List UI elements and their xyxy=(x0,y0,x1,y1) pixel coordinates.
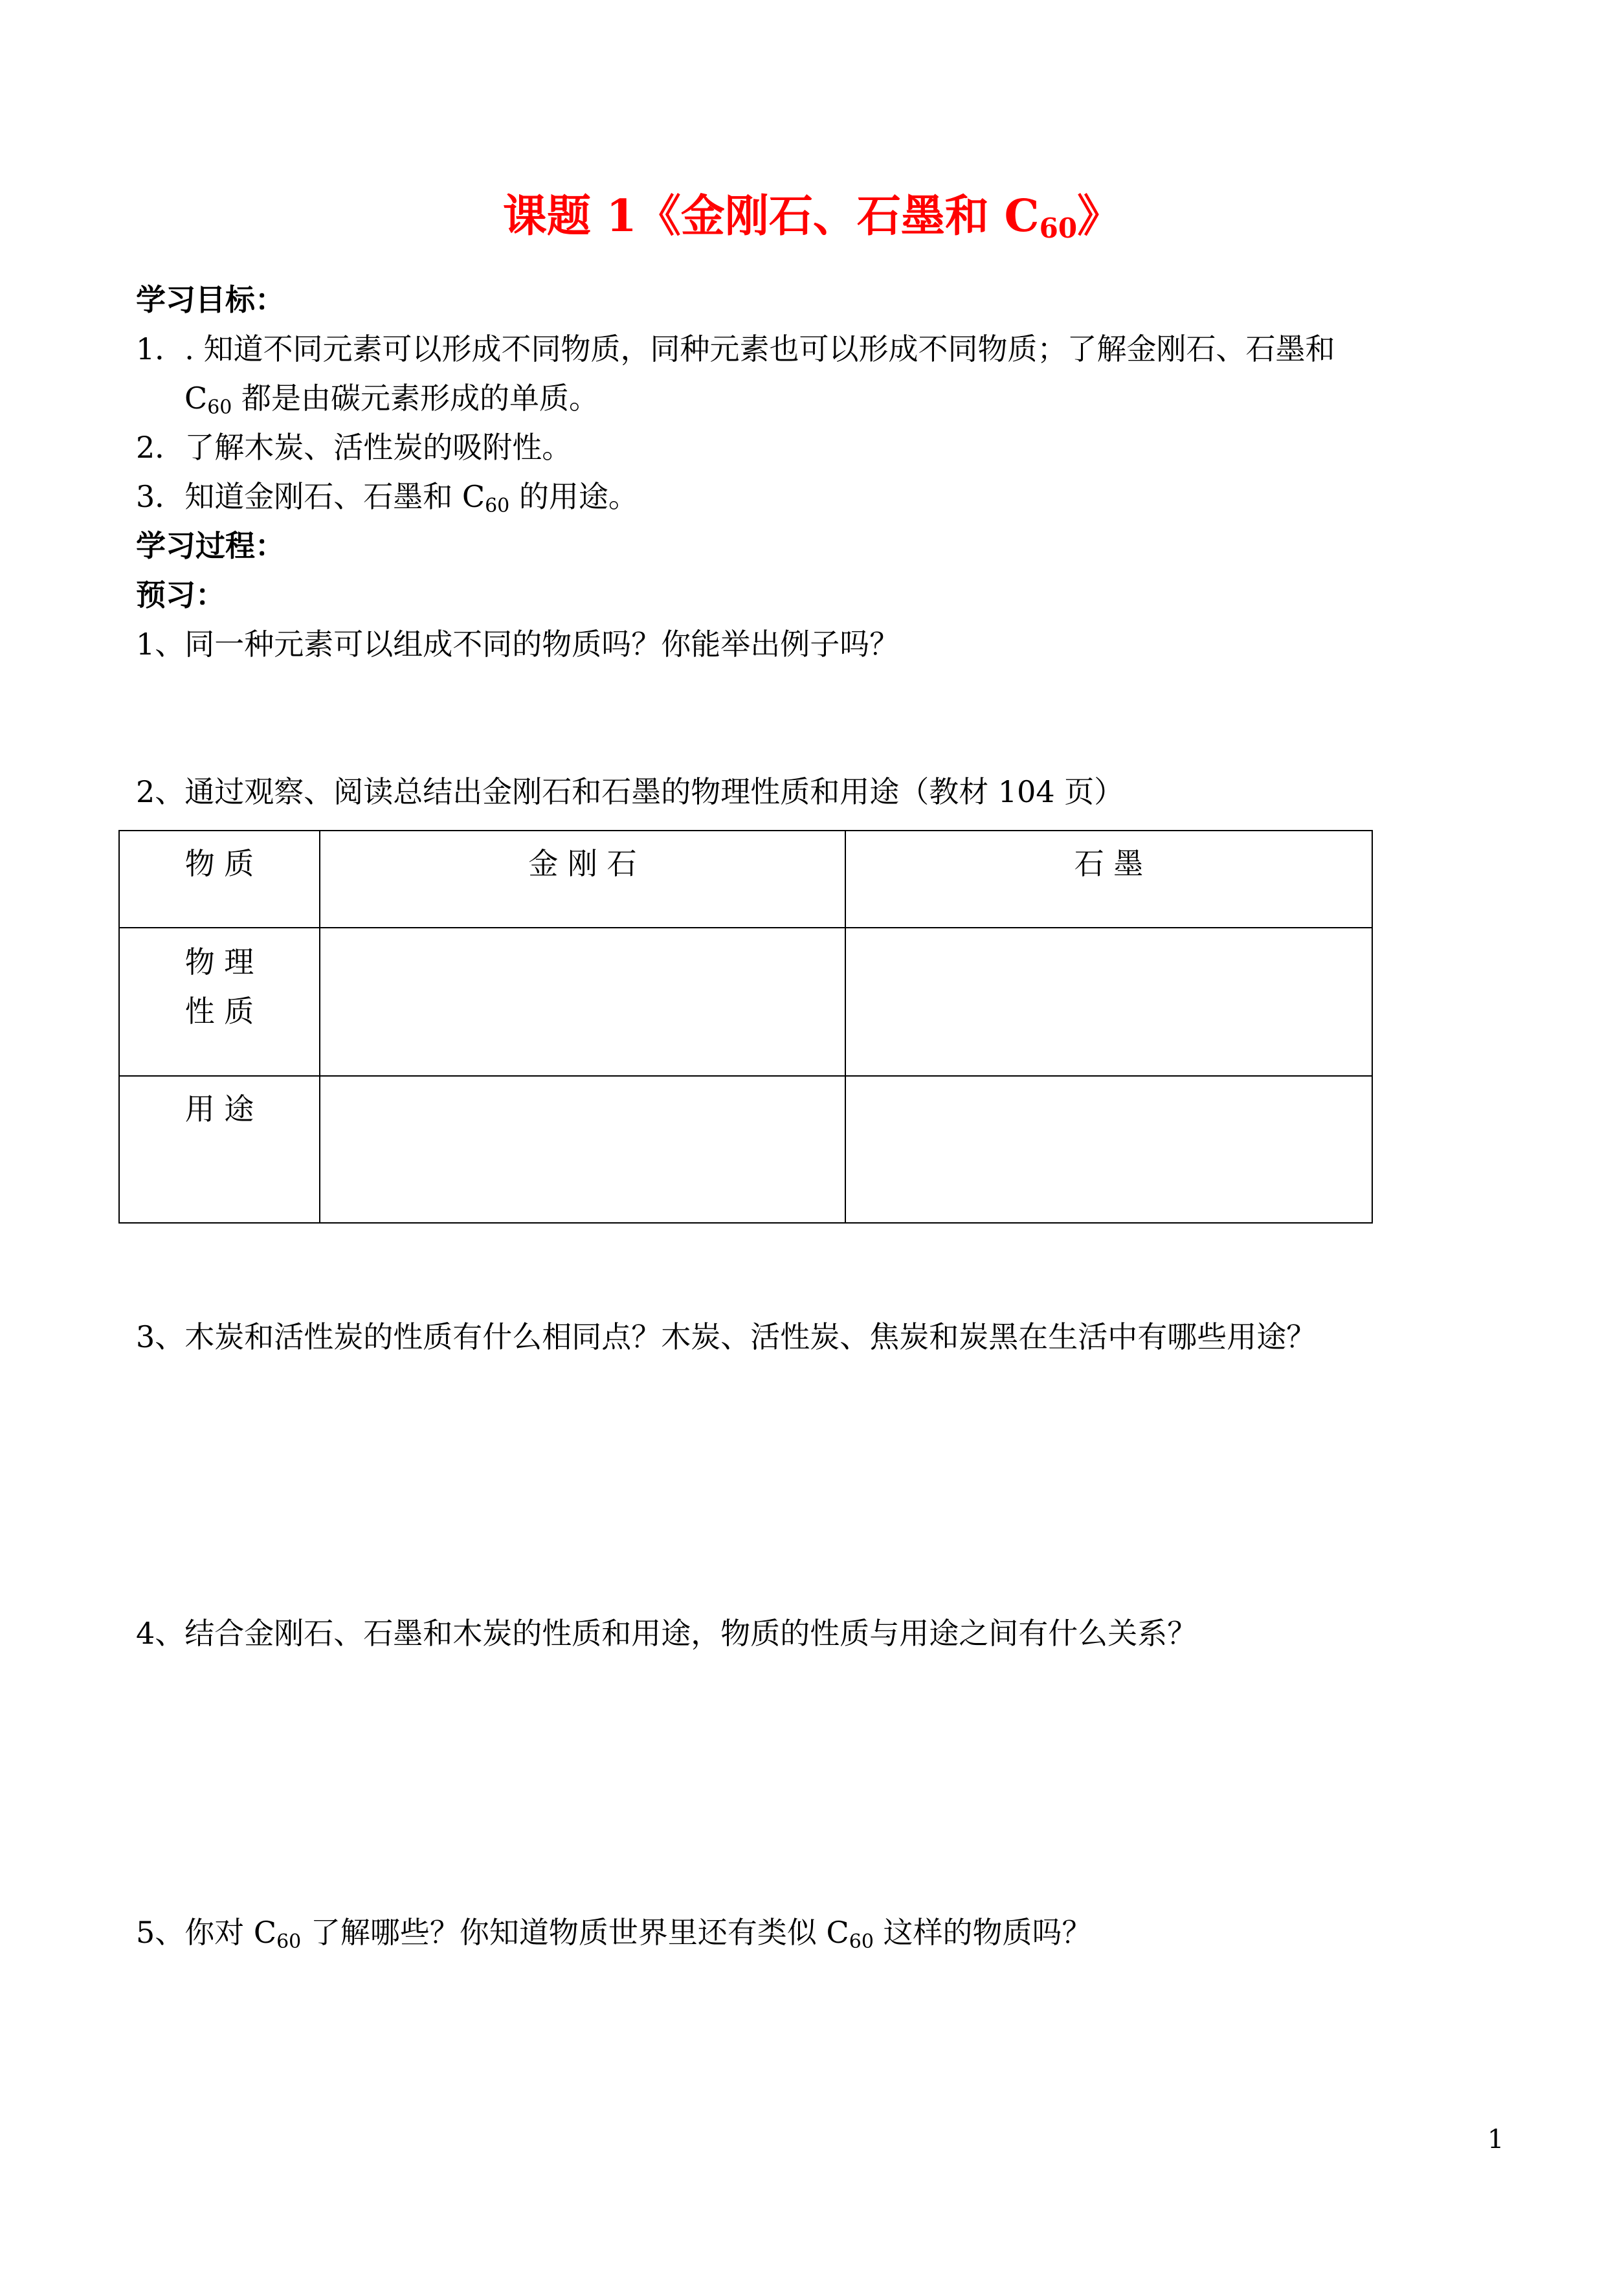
question-5-middle: 了解哪些？你知道物质世界里还有类似 C xyxy=(301,1915,849,1950)
header-diamond: 金 刚 石 xyxy=(320,831,845,928)
objectives-heading: 学习目标： xyxy=(136,282,285,317)
table-header-row xyxy=(119,831,1372,928)
objective-1-line1: 1．. 知道不同元素可以形成不同物质，同种元素也可以形成不同物质；了解金刚石、石墨和 xyxy=(136,331,1335,366)
question-1: 1、同一种元素可以组成不同的物质吗？你能举出例子吗？ xyxy=(136,627,900,662)
properties-table xyxy=(118,830,1373,1224)
objective-1-line2 xyxy=(184,383,599,418)
cell-diamond-properties[interactable] xyxy=(320,928,845,1076)
objective-3-rest: 的用途。 xyxy=(509,479,638,514)
page-title xyxy=(0,190,1624,244)
label-line-2: 性 质 xyxy=(184,994,254,1029)
question-5-end: 这样的物质吗？ xyxy=(873,1915,1092,1950)
question-3: 3、木炭和活性炭的性质有什么相同点？木炭、活性炭、焦炭和炭黑在生活中有哪些用途？ xyxy=(136,1319,1317,1354)
title-subscript: 60 xyxy=(1039,212,1078,244)
objective-1-rest: 都是由碳元素形成的单质。 xyxy=(232,381,599,416)
title-text: 课题 1《金刚石、石墨和 C xyxy=(502,190,1040,242)
objective-2: 2．了解木炭、活性炭的吸附性。 xyxy=(136,430,572,465)
table-row-physical-properties xyxy=(119,928,1372,1076)
title-end: 》 xyxy=(1077,190,1122,242)
question-5-start: 5、你对 C xyxy=(136,1915,277,1950)
header-graphite: 石 墨 xyxy=(845,831,1372,928)
objective-3 xyxy=(136,479,638,517)
question-2: 2、通过观察、阅读总结出金刚石和石墨的物理性质和用途（教材 104 页） xyxy=(136,774,1124,809)
objective-3-text: 3．知道金刚石、石墨和 C xyxy=(136,479,485,514)
row-label-physical-properties xyxy=(119,928,320,1076)
c60-subscript: 60 xyxy=(485,495,510,517)
page-number: 1 xyxy=(1487,2125,1504,2154)
c60-subscript: 60 xyxy=(276,1930,302,1953)
cell-graphite-properties[interactable] xyxy=(845,928,1372,1076)
c60-subscript: 60 xyxy=(849,1930,874,1953)
table-row-uses xyxy=(119,1076,1372,1223)
header-substance: 物 质 xyxy=(119,831,320,928)
preview-heading: 预习： xyxy=(136,577,225,612)
cell-graphite-uses[interactable] xyxy=(845,1076,1372,1223)
label-line-1: 物 理 xyxy=(184,945,254,980)
question-4: 4、结合金刚石、石墨和木炭的性质和用途，物质的性质与用途之间有什么关系？ xyxy=(136,1616,1197,1651)
row-label-uses: 用 途 xyxy=(119,1076,320,1223)
c60-subscript: 60 xyxy=(207,396,232,419)
question-5 xyxy=(136,1915,1092,1953)
process-heading: 学习过程： xyxy=(136,528,285,563)
c60-c: C xyxy=(184,381,208,416)
cell-diamond-uses[interactable] xyxy=(320,1076,845,1223)
